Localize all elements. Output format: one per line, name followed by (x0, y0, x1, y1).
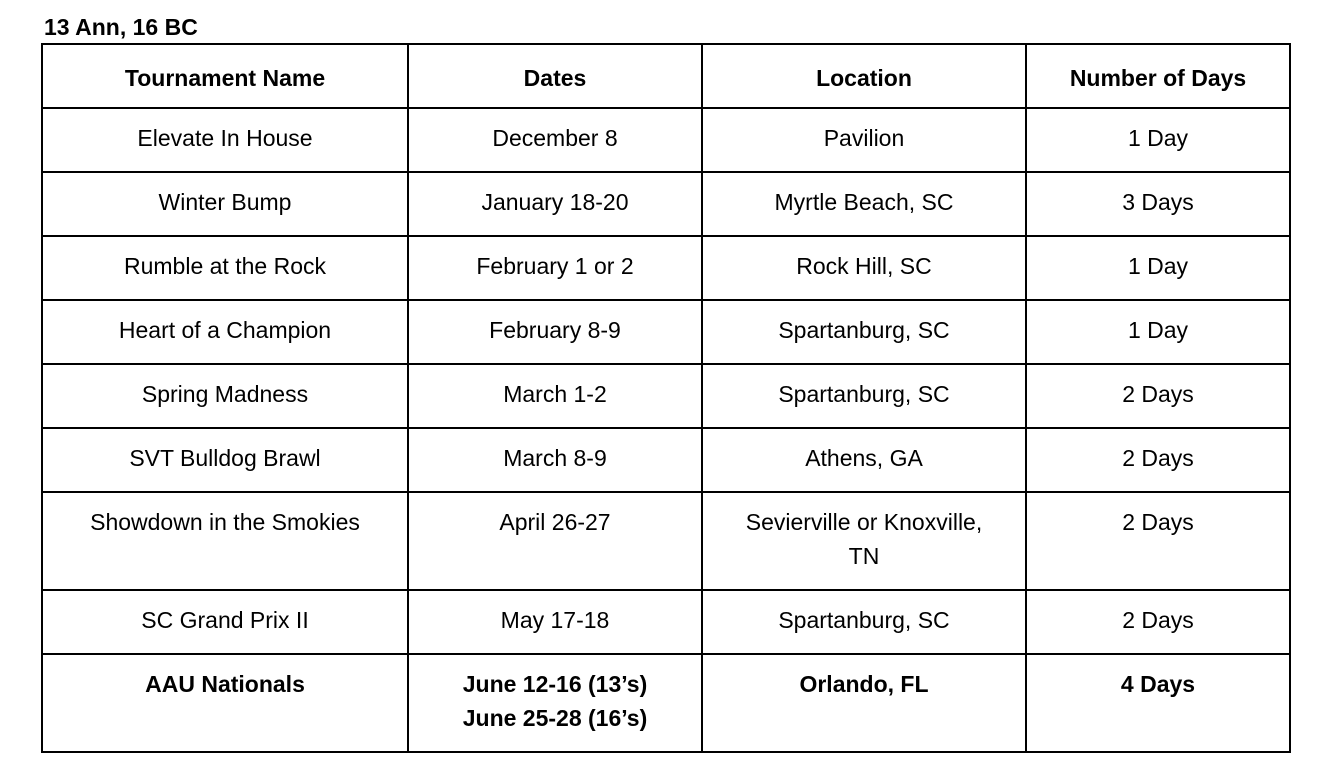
location-cell (702, 654, 1026, 752)
column-header-dates: Dates (408, 44, 702, 108)
table-row (42, 300, 1290, 364)
table-row (42, 236, 1290, 300)
column-header-number-of-days: Number of Days (1026, 44, 1290, 108)
tournament-name-cell: Elevate In House (42, 108, 408, 172)
dates-cell (408, 492, 702, 590)
tournament-name-cell: Rumble at the Rock (42, 236, 408, 300)
number-of-days-cell: 4 Days (1026, 654, 1290, 752)
table-row (42, 654, 1290, 752)
location-cell (702, 236, 1026, 300)
location-cell (702, 172, 1026, 236)
number-of-days-cell: 2 Days (1026, 428, 1290, 492)
tournament-schedule-table (41, 43, 1291, 753)
dates-cell (408, 654, 702, 752)
number-of-days-cell: 3 Days (1026, 172, 1290, 236)
location-line: Pavilion (823, 125, 905, 151)
location-line: Spartanburg, SC (778, 317, 950, 343)
number-of-days-cell: 1 Day (1026, 108, 1290, 172)
location-line: Orlando, FL (799, 671, 929, 697)
column-header-location: Location (702, 44, 1026, 108)
tournament-name-cell: Showdown in the Smokies (42, 492, 408, 590)
tournament-name-cell: Spring Madness (42, 364, 408, 428)
location-line: Myrtle Beach, SC (774, 189, 954, 215)
dates-cell (408, 428, 702, 492)
number-of-days-cell: 1 Day (1026, 300, 1290, 364)
dates-line: March 8-9 (503, 445, 607, 471)
dates-line: December 8 (492, 125, 618, 151)
dates-cell (408, 236, 702, 300)
table-row (42, 492, 1290, 590)
location-line: Sevierville or Knoxville, (745, 509, 983, 535)
dates-line: March 1-2 (503, 381, 607, 407)
location-line: Rock Hill, SC (796, 253, 932, 279)
tournament-name-cell: SC Grand Prix II (42, 590, 408, 654)
table-header-row (42, 44, 1290, 108)
table-row (42, 108, 1290, 172)
tournament-name-cell: Winter Bump (42, 172, 408, 236)
dates-line: February 1 or 2 (476, 253, 634, 279)
dates-cell (408, 108, 702, 172)
location-line: TN (848, 543, 880, 569)
table-row (42, 364, 1290, 428)
location-cell (702, 108, 1026, 172)
column-header-tournament-name: Tournament Name (42, 44, 408, 108)
number-of-days-cell: 1 Day (1026, 236, 1290, 300)
dates-line: May 17-18 (500, 607, 610, 633)
dates-cell (408, 300, 702, 364)
location-line: Spartanburg, SC (778, 607, 950, 633)
number-of-days-cell: 2 Days (1026, 364, 1290, 428)
tournament-name-cell: AAU Nationals (42, 654, 408, 752)
document-title: 13 Ann, 16 BC (44, 14, 198, 40)
location-cell (702, 590, 1026, 654)
dates-cell (408, 590, 702, 654)
dates-cell (408, 172, 702, 236)
location-cell (702, 428, 1026, 492)
dates-line: June 25-28 (16’s) (462, 705, 648, 731)
location-line: Athens, GA (805, 445, 923, 471)
table-row (42, 172, 1290, 236)
tournament-name-cell: SVT Bulldog Brawl (42, 428, 408, 492)
dates-line: April 26-27 (499, 509, 611, 535)
table-row (42, 590, 1290, 654)
number-of-days-cell: 2 Days (1026, 492, 1290, 590)
location-cell (702, 492, 1026, 590)
dates-line: June 12-16 (13’s) (462, 671, 648, 697)
table-row (42, 428, 1290, 492)
dates-line: February 8-9 (489, 317, 621, 343)
dates-cell (408, 364, 702, 428)
location-line: Spartanburg, SC (778, 381, 950, 407)
tournament-name-cell: Heart of a Champion (42, 300, 408, 364)
location-cell (702, 364, 1026, 428)
location-cell (702, 300, 1026, 364)
dates-line: January 18-20 (481, 189, 629, 215)
number-of-days-cell: 2 Days (1026, 590, 1290, 654)
